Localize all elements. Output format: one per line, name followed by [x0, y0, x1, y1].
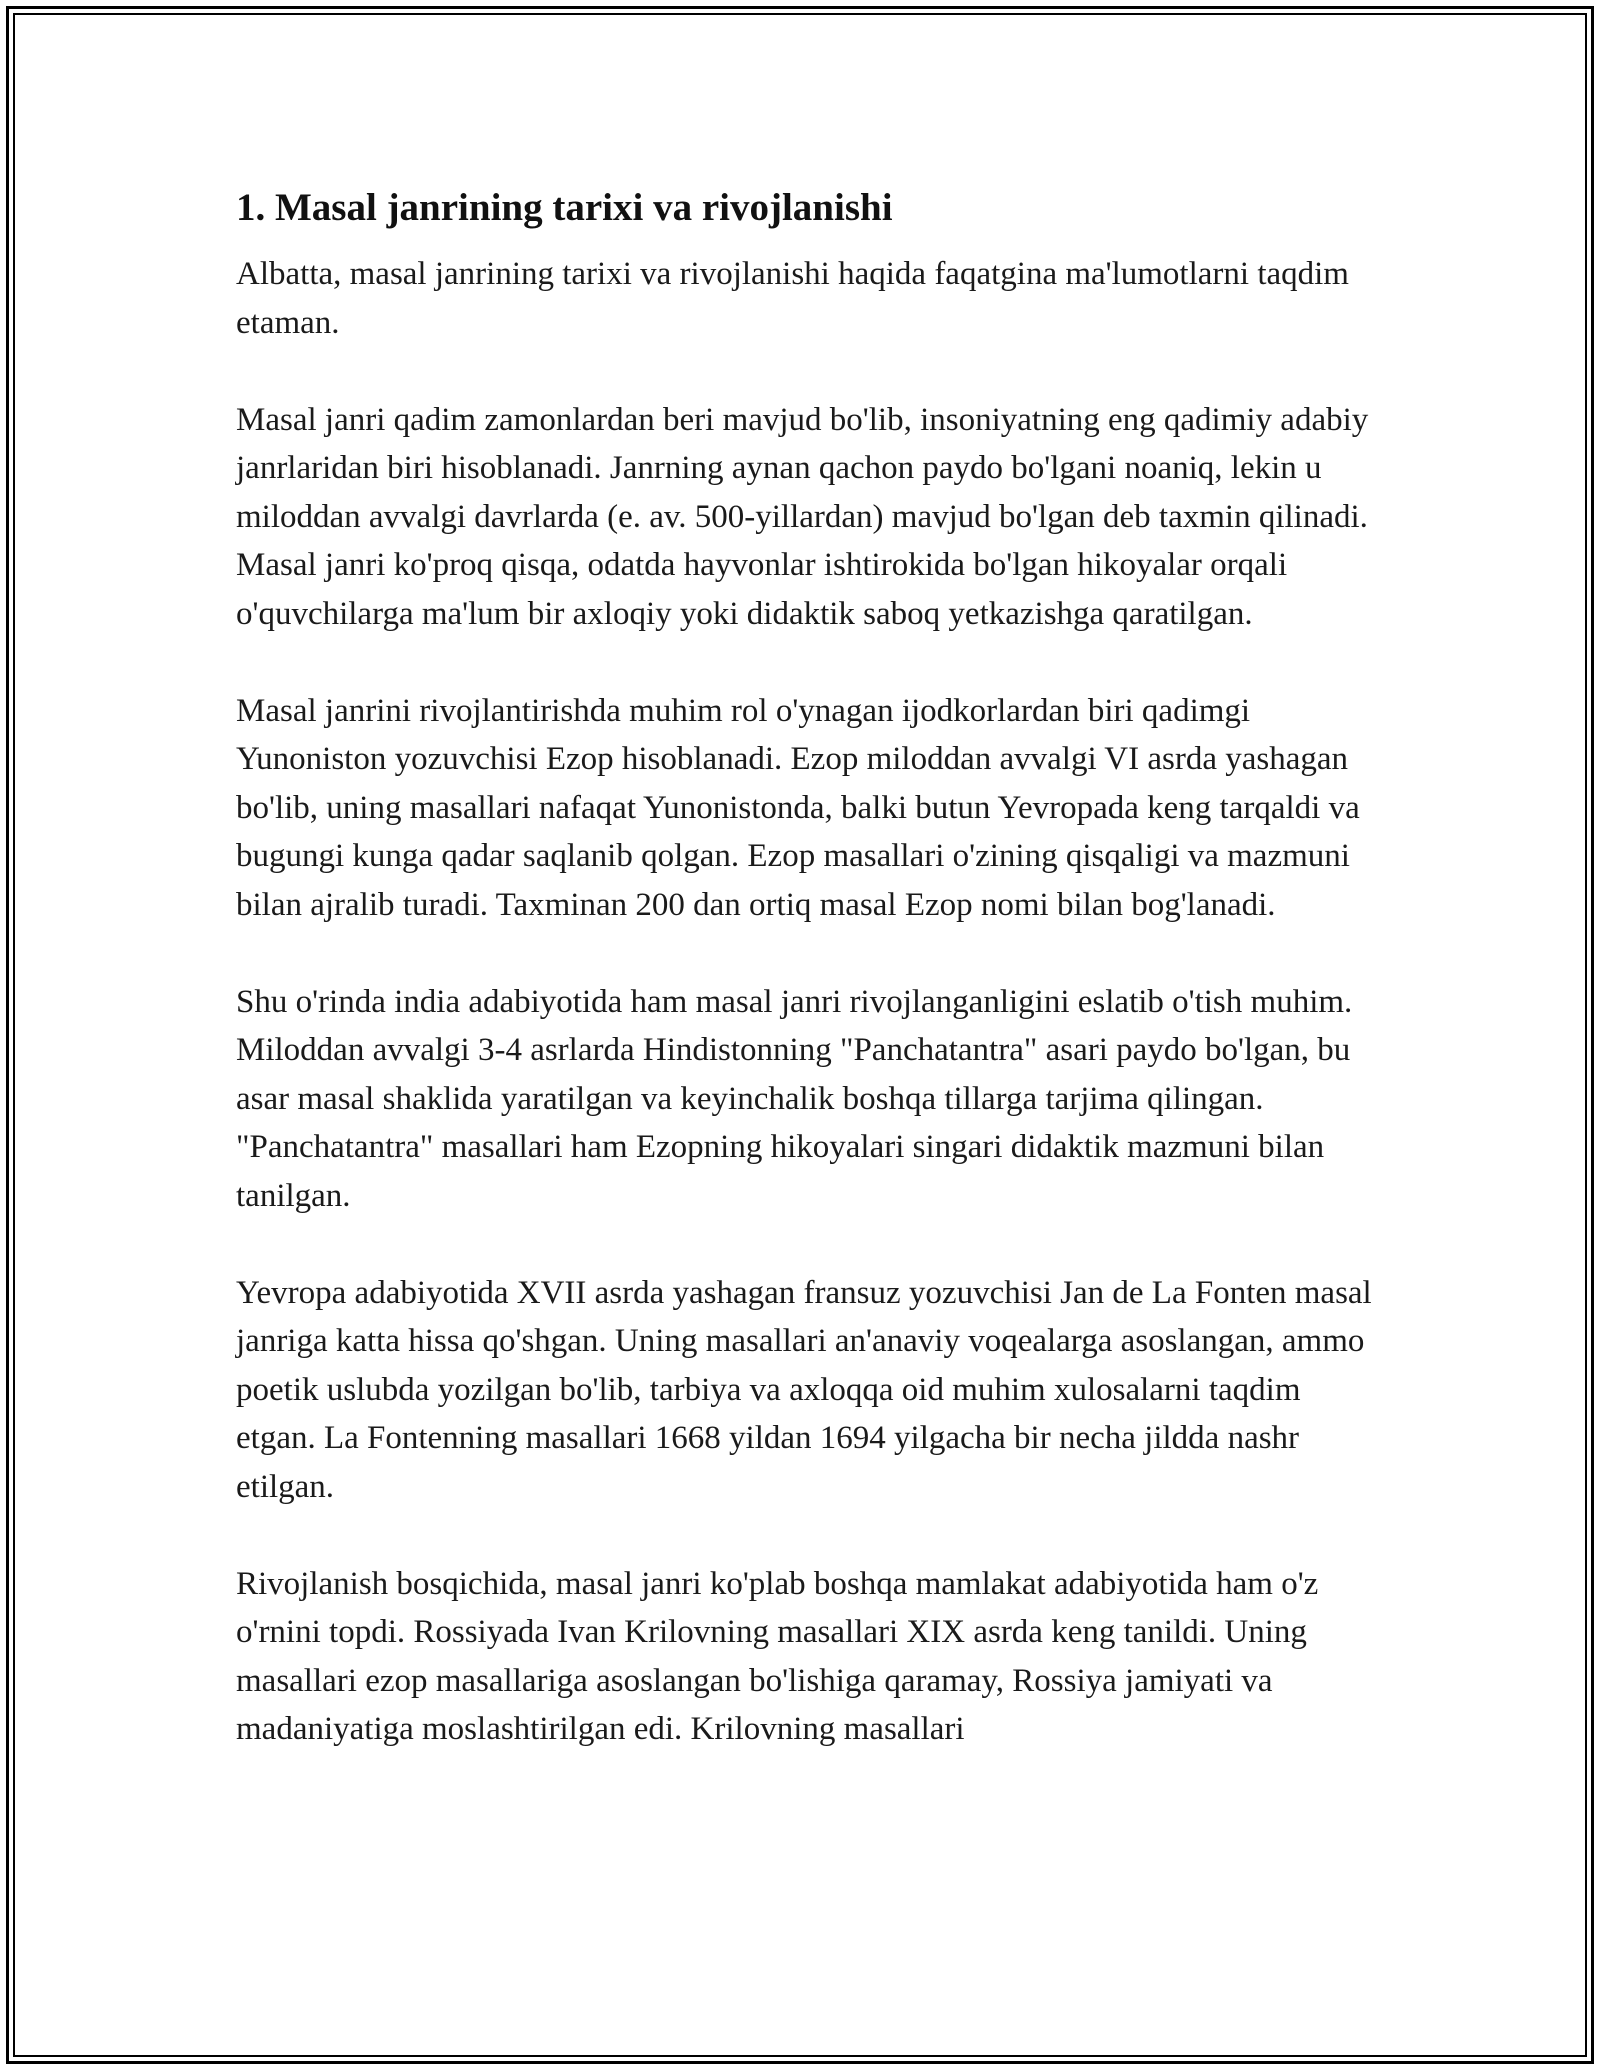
section-heading: 1. Masal janrining tarixi va rivojlanishi: [236, 186, 893, 229]
paragraph-panchatantra: Shu o'rinda india adabiyotida ham masal janri rivojlanganligini eslatib o'tish muhim. Miloddan avvalgi 3-4 asrlarda Hindistonning "Panchatantra" asari paydo bo'lgan, bu asar masal shaklida yaratilgan va keyinchalik boshqa tillarga tarjima qilingan. "Panchatantra" masallari ham Ezopning hikoyalari singari didaktik mazmuni bilan tanilgan.: [236, 983, 1353, 1214]
paragraph-ezop: Masal janrini rivojlantirishda muhim rol o'ynagan ijodkorlardan biri qadimgi Yunoniston yozuvchisi Ezop hisoblanadi. Ezop miloddan avvalgi VI asrda yashagan bo'lib, uning masallari nafaqat Yunonistonda, balki butun Yevropada keng tarqaldi va bugungi kunga qadar saqlanib qolgan. Ezop masallari o'zining qisqaligi va mazmuni bilan ajralib turadi. Taxminan 200 dan ortiq masal Ezop nomi bilan bog'lanadi.: [236, 692, 1360, 923]
document-body: [236, 184, 1386, 1754]
paragraph-origins: Masal janri qadim zamonlardan beri mavjud bo'lib, insoniyatning eng qadimiy adabiy janrlaridan biri hisoblanadi. Janrning aynan qachon paydo bo'lgani noaniq, lekin u miloddan avvalgi davrlarda (e. av. 500-yillardan) mavjud bo'lgan deb taxmin qilinadi. Masal janri ko'proq qisqa, odatda hayvonlar ishtirokida bo'lgan hikoyalar orqali o'quvchilarga ma'lum bir axloqiy yoki didaktik saboq yetkazishga qaratilgan.: [236, 401, 1369, 632]
paragraph-krilov: Rivojlanish bosqichida, masal janri ko'plab boshqa mamlakat adabiyotida ham o'z o'rnini topdi. Rossiyada Ivan Krilovning masallari XIX asrda keng tanildi. Uning masallari ezop masallariga asoslangan bo'lishiga qaramay, Rossiya jamiyati va madaniyatiga moslashtirilgan edi. Krilovning masallari: [236, 1565, 1319, 1747]
paragraph-intro: Albatta, masal janrining tarixi va rivojlanishi haqida faqatgina ma'lumotlarni taqdim etaman.: [236, 256, 1349, 341]
paragraph-la-fonten: Yevropa adabiyotida XVII asrda yashagan fransuz yozuvchisi Jan de La Fonten masal janriga katta hissa qo'shgan. Uning masallari an'anaviy voqealarga asoslangan, ammo poetik uslubda yozilgan bo'lib, tarbiya va axloqqa oid muhim xulosalarni taqdim etgan. La Fontenning masallari 1668 yildan 1694 yilgacha bir necha jildda nashr etilgan.: [236, 1274, 1372, 1505]
